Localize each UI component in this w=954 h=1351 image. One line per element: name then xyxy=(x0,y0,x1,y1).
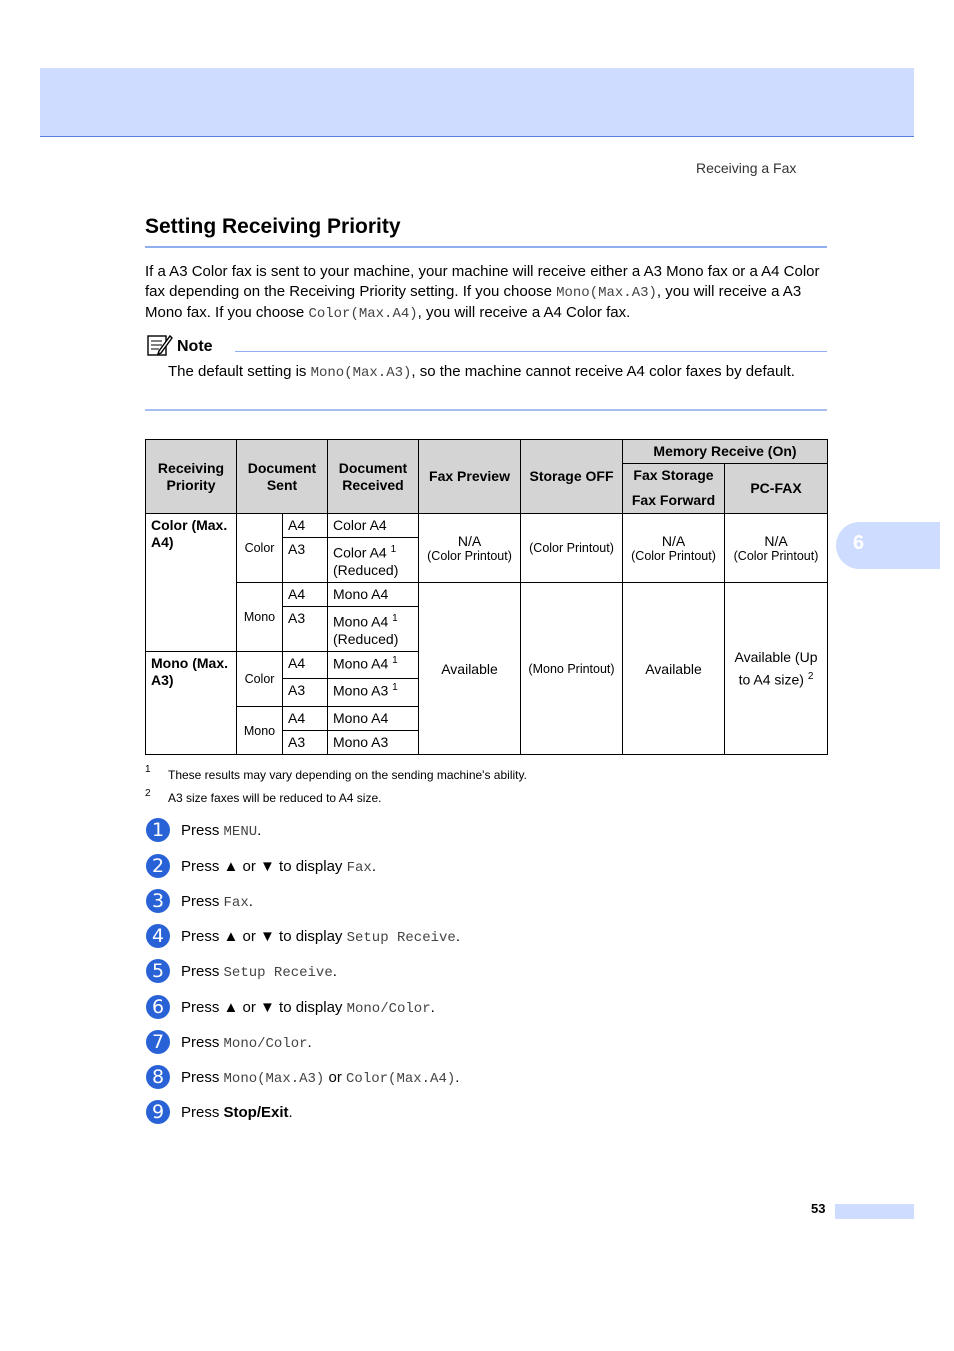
step-number: 6 xyxy=(146,995,170,1019)
priority-color: Color (Max. A4) xyxy=(146,514,237,652)
step-number: 2 xyxy=(146,854,170,878)
fax-preview-available: Available xyxy=(419,583,521,755)
received-mono-a4: Mono A4 xyxy=(328,583,419,607)
step-text xyxy=(181,1069,459,1087)
step-text xyxy=(181,822,261,840)
footnote-2: A3 size faxes will be reduced to A4 size. xyxy=(168,791,382,805)
step-text-post: . xyxy=(307,1034,312,1051)
step-text-pre: Press xyxy=(181,893,224,910)
na-label: N/A xyxy=(457,533,482,549)
reduced-label: (Reduced) xyxy=(333,630,399,647)
chapter-number: 6 xyxy=(853,532,865,554)
note-text-2: , so the machine cannot receive A4 color faxes by default. xyxy=(411,363,795,380)
step-number: 8 xyxy=(146,1065,170,1089)
note-text-1: The default setting is xyxy=(168,363,311,380)
step-menu-item: Fax xyxy=(223,895,249,911)
received-mono-a4: Mono A4 xyxy=(328,707,419,731)
pc-fax-na xyxy=(725,514,828,583)
size-a3: A3 xyxy=(283,607,328,652)
step-item xyxy=(145,995,745,1021)
step-text-pre: Press xyxy=(181,1104,224,1121)
header-fax-forward: Fax Forward xyxy=(623,488,725,514)
step-item xyxy=(145,1030,745,1056)
note-rule xyxy=(235,351,827,352)
receiving-priority-table xyxy=(145,439,828,755)
step-text xyxy=(181,893,253,911)
step-number: 9 xyxy=(146,1100,170,1124)
step-text xyxy=(181,999,435,1017)
received-mono-a4-reduced xyxy=(328,607,419,652)
cell-text: Mono A4 xyxy=(333,655,389,672)
header-pc-fax: PC-FAX xyxy=(725,464,828,514)
footnote-2-number: 2 xyxy=(145,788,151,799)
size-a3: A3 xyxy=(283,679,328,707)
chapter-tab xyxy=(836,522,940,569)
cell-text: Color A4 xyxy=(333,544,387,561)
header-storage-off: Storage OFF xyxy=(521,440,623,514)
footnote-1-number: 1 xyxy=(145,764,151,775)
storage-off-color-printout: (Color Printout) xyxy=(521,514,623,583)
header-fax-storage: Fax Storage xyxy=(623,464,725,488)
step-item xyxy=(145,889,745,915)
step-text-post: . xyxy=(455,1069,460,1086)
step-text-post: . xyxy=(288,1104,293,1121)
step-item xyxy=(145,854,745,880)
footnote-ref: 1 xyxy=(392,655,398,666)
step-text-pre: Press ▲ or ▼ to display xyxy=(181,858,347,875)
header-document-sent: Document Sent xyxy=(237,440,328,514)
color-printout-label: (Color Printout) xyxy=(631,549,716,563)
footnote-ref: 2 xyxy=(807,670,814,682)
step-text-pre: Press xyxy=(181,1034,224,1051)
step-menu-item: Setup Receive xyxy=(346,930,456,946)
step-number: 5 xyxy=(146,959,170,983)
step-item xyxy=(145,924,745,950)
step-text xyxy=(181,963,337,981)
size-a3: A3 xyxy=(283,538,328,583)
step-menu-item: Mono/Color xyxy=(223,1036,308,1052)
note-title: Note xyxy=(177,338,213,355)
running-title: Receiving a Fax xyxy=(696,160,797,176)
note-text xyxy=(168,362,818,383)
step-text-mid: or xyxy=(324,1069,347,1086)
page-number-bar xyxy=(835,1204,914,1219)
step-text-post: . xyxy=(257,822,262,839)
sent-color: Color xyxy=(237,652,283,707)
step-menu-item: Mono(Max.A3) xyxy=(223,1071,325,1087)
received-color-a4-reduced xyxy=(328,538,419,583)
intro-setting-color: Color(Max.A4) xyxy=(308,306,418,322)
fax-storage-na xyxy=(623,514,725,583)
size-a4: A4 xyxy=(283,707,328,731)
header-fax-preview: Fax Preview xyxy=(419,440,521,514)
size-a4: A4 xyxy=(283,514,328,538)
step-item xyxy=(145,818,745,844)
available-up-to-label: Available (Up to A4 size) xyxy=(734,648,818,688)
step-text xyxy=(181,1034,312,1052)
footnote-ref: 1 xyxy=(392,613,398,624)
note-setting: Mono(Max.A3) xyxy=(310,365,412,381)
header-memory-receive: Memory Receive (On) xyxy=(623,440,828,464)
step-text-pre: Press xyxy=(181,1069,224,1086)
step-menu-item: Mono/Color xyxy=(346,1001,431,1017)
step-menu-item: Fax xyxy=(346,860,372,876)
step-text-post: . xyxy=(455,928,460,945)
received-color-a4: Color A4 xyxy=(328,514,419,538)
step-text-post: . xyxy=(371,858,376,875)
step-text-pre: Press xyxy=(181,963,224,980)
reduced-label: (Reduced) xyxy=(333,561,399,578)
pc-fax-available xyxy=(725,583,828,755)
footnote-ref: 1 xyxy=(390,544,397,555)
header-band xyxy=(40,68,914,137)
note-bottom-rule xyxy=(145,409,827,411)
na-label: N/A xyxy=(661,533,686,549)
received-mono-a3: Mono A3 xyxy=(328,731,419,755)
cell-text: Mono A3 xyxy=(333,682,389,699)
step-number: 3 xyxy=(146,889,170,913)
title-rule xyxy=(145,246,827,248)
sent-mono: Mono xyxy=(237,583,283,652)
step-item xyxy=(145,959,745,985)
header-document-received: Document Received xyxy=(328,440,419,514)
fax-storage-available: Available xyxy=(623,583,725,755)
page-number: 53 xyxy=(811,1201,826,1216)
step-text-post: . xyxy=(332,963,337,980)
step-text-post: . xyxy=(248,893,253,910)
step-item xyxy=(145,1065,745,1091)
step-text-pre: Press ▲ or ▼ to display xyxy=(181,999,347,1016)
step-number: 1 xyxy=(146,818,170,842)
intro-text-3: , you will receive a A4 Color fax. xyxy=(417,304,631,321)
step-menu-item: MENU xyxy=(223,824,258,840)
step-number: 7 xyxy=(146,1030,170,1054)
note-icon xyxy=(147,333,173,357)
section-title: Setting Receiving Priority xyxy=(145,215,401,238)
size-a4: A4 xyxy=(283,652,328,679)
step-text xyxy=(181,928,460,946)
footnote-1: These results may vary depending on the sending machine's ability. xyxy=(168,768,527,782)
header-receiving-priority: Receiving Priority xyxy=(146,440,237,514)
step-menu-item: Setup Receive xyxy=(223,965,333,981)
na-label: N/A xyxy=(764,533,788,549)
priority-mono: Mono (Max. A3) xyxy=(146,652,237,755)
step-text-pre: Press xyxy=(181,822,224,839)
color-printout-label: (Color Printout) xyxy=(427,549,512,563)
footnote-ref: 1 xyxy=(392,682,398,693)
step-text xyxy=(181,1104,293,1121)
received-mono-a3 xyxy=(328,679,419,707)
intro-text-2: , you will receive a A3 Mono fax. If you choose xyxy=(145,282,802,321)
cell-text: Mono A4 xyxy=(333,613,389,630)
step-key-name: Stop/Exit xyxy=(223,1104,289,1121)
size-a4: A4 xyxy=(283,583,328,607)
size-a3: A3 xyxy=(283,731,328,755)
step-text xyxy=(181,858,376,876)
fax-preview-na xyxy=(419,514,521,583)
color-printout-label: (Color Printout) xyxy=(733,549,819,563)
sent-mono: Mono xyxy=(237,707,283,755)
step-text-pre: Press ▲ or ▼ to display xyxy=(181,928,347,945)
step-item xyxy=(145,1100,745,1126)
step-number: 4 xyxy=(146,924,170,948)
intro-paragraph xyxy=(145,262,835,325)
storage-off-mono-printout: (Mono Printout) xyxy=(521,583,623,755)
sent-color: Color xyxy=(237,514,283,583)
intro-setting-mono: Mono(Max.A3) xyxy=(556,284,657,301)
intro-text-1: If a A3 Color fax is sent to your machine, your machine will receive either a A3 Mono fax or a A4 Color fax depending on the Receiving Priority setting. If you choose xyxy=(145,263,820,300)
step-text-post: . xyxy=(430,999,435,1016)
received-mono-a4 xyxy=(328,652,419,679)
step-menu-item: Color(Max.A4) xyxy=(346,1071,456,1087)
